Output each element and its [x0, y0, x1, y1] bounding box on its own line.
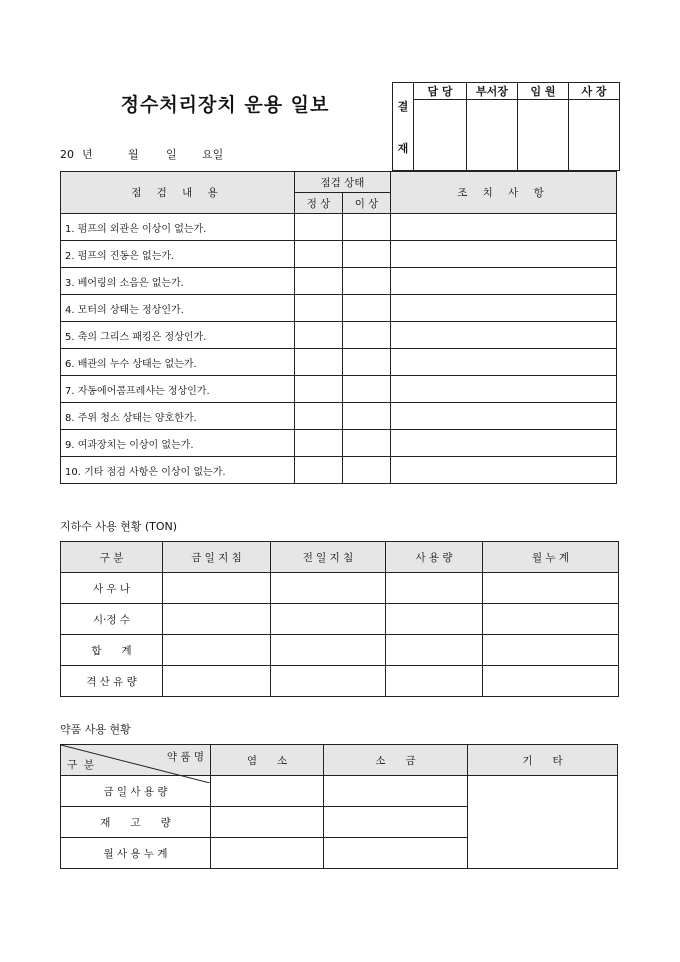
chem-row-label: 월 사 용 누 계 — [61, 838, 211, 869]
chem-diagonal-header — [61, 745, 211, 776]
inspection-row — [61, 241, 617, 268]
chem-diag-bottom: 구 분 — [67, 759, 94, 771]
inspection-row — [61, 349, 617, 376]
inspection-header-abnormal: 이 상 — [343, 193, 391, 214]
date-day-label: 일 — [166, 148, 177, 161]
abnormal-cell[interactable] — [343, 430, 391, 457]
action-cell[interactable] — [391, 295, 617, 322]
inspection-header-status: 점검 상태 — [295, 172, 391, 193]
chem-header-salt: 소 금 — [324, 745, 468, 776]
abnormal-cell[interactable] — [343, 241, 391, 268]
chem-cell[interactable] — [324, 807, 468, 838]
abnormal-cell[interactable] — [343, 403, 391, 430]
gw-row — [61, 666, 619, 697]
gw-cell[interactable] — [483, 604, 619, 635]
groundwater-table — [60, 541, 619, 697]
inspection-row — [61, 376, 617, 403]
approval-side-label-1: 결 — [397, 99, 409, 113]
gw-row — [61, 604, 619, 635]
inspection-item: 9. 여과장치는 이상이 없는가. — [61, 430, 295, 457]
chemical-table — [60, 744, 618, 869]
approval-role-4: 사 장 — [569, 83, 620, 100]
gw-cell[interactable] — [386, 604, 483, 635]
chem-cell[interactable] — [211, 838, 324, 869]
gw-row — [61, 635, 619, 666]
inspection-row — [61, 295, 617, 322]
inspection-row — [61, 430, 617, 457]
gw-cell[interactable] — [271, 666, 386, 697]
gw-cell[interactable] — [483, 635, 619, 666]
chem-header-chlorine: 염 소 — [211, 745, 324, 776]
inspection-item: 2. 펌프의 진동은 없는가. — [61, 241, 295, 268]
action-cell[interactable] — [391, 376, 617, 403]
gw-row — [61, 573, 619, 604]
normal-cell[interactable] — [295, 295, 343, 322]
chem-diag-top: 약 품 명 — [166, 751, 204, 763]
chem-row-label: 재 고 량 — [61, 807, 211, 838]
inspection-item: 4. 모터의 상태는 정상인가. — [61, 295, 295, 322]
gw-cell[interactable] — [271, 573, 386, 604]
abnormal-cell[interactable] — [343, 214, 391, 241]
gw-row-label: 사 우 나 — [61, 573, 163, 604]
inspection-item: 3. 베어링의 소음은 없는가. — [61, 268, 295, 295]
gw-cell[interactable] — [483, 573, 619, 604]
gw-cell[interactable] — [163, 604, 271, 635]
gw-cell[interactable] — [163, 666, 271, 697]
action-cell[interactable] — [391, 349, 617, 376]
date-line — [60, 146, 223, 162]
chem-cell[interactable] — [324, 838, 468, 869]
approval-box — [392, 82, 620, 171]
approval-sign-3[interactable] — [518, 100, 569, 171]
approval-sign-2[interactable] — [467, 100, 518, 171]
gw-cell[interactable] — [386, 666, 483, 697]
date-month-label: 월 — [128, 148, 139, 161]
gw-cell[interactable] — [386, 573, 483, 604]
gw-header-monthly: 월 누 계 — [483, 542, 619, 573]
chem-row-label: 금 일 사 용 량 — [61, 776, 211, 807]
date-year-label: 년 — [82, 148, 93, 161]
action-cell[interactable] — [391, 214, 617, 241]
abnormal-cell[interactable] — [343, 376, 391, 403]
gw-cell[interactable] — [483, 666, 619, 697]
approval-side-label-2: 재 — [397, 141, 409, 155]
inspection-row — [61, 403, 617, 430]
chem-cell[interactable] — [211, 776, 324, 807]
action-cell[interactable] — [391, 268, 617, 295]
chem-cell[interactable] — [211, 807, 324, 838]
approval-side-label — [393, 83, 414, 171]
inspection-item: 5. 축의 그리스 패킹은 정상인가. — [61, 322, 295, 349]
normal-cell[interactable] — [295, 322, 343, 349]
date-weekday-label: 요일 — [202, 148, 224, 161]
inspection-item: 1. 펌프의 외관은 이상이 없는가. — [61, 214, 295, 241]
action-cell[interactable] — [391, 457, 617, 484]
inspection-item: 8. 주위 청소 상태는 양호한가. — [61, 403, 295, 430]
date-prefix: 20 — [60, 148, 74, 161]
gw-header-today: 금 일 지 침 — [163, 542, 271, 573]
inspection-row — [61, 268, 617, 295]
inspection-row — [61, 457, 617, 484]
gw-cell[interactable] — [386, 635, 483, 666]
gw-header-usage: 사 용 량 — [386, 542, 483, 573]
gw-cell[interactable] — [271, 604, 386, 635]
abnormal-cell[interactable] — [343, 349, 391, 376]
gw-row-label: 합 계 — [61, 635, 163, 666]
chemical-section-title: 약품 사용 현황 — [60, 723, 131, 736]
approval-sign-1[interactable] — [414, 100, 467, 171]
normal-cell[interactable] — [295, 214, 343, 241]
abnormal-cell[interactable] — [343, 268, 391, 295]
approval-role-3: 임 원 — [518, 83, 569, 100]
gw-cell[interactable] — [163, 573, 271, 604]
inspection-table — [60, 171, 617, 484]
abnormal-cell[interactable] — [343, 295, 391, 322]
normal-cell[interactable] — [295, 349, 343, 376]
approval-role-2: 부서장 — [467, 83, 518, 100]
gw-row-label: 격 산 유 량 — [61, 666, 163, 697]
inspection-header-action: 조 치 사 항 — [391, 172, 617, 214]
chem-cell[interactable] — [324, 776, 468, 807]
chem-header-other: 기 타 — [468, 745, 618, 776]
abnormal-cell[interactable] — [343, 457, 391, 484]
normal-cell[interactable] — [295, 403, 343, 430]
action-cell[interactable] — [391, 322, 617, 349]
normal-cell[interactable] — [295, 430, 343, 457]
action-cell[interactable] — [391, 430, 617, 457]
gw-cell[interactable] — [163, 635, 271, 666]
groundwater-section-title: 지하수 사용 현황 (TON) — [60, 520, 178, 533]
inspection-header-normal: 정 상 — [295, 193, 343, 214]
abnormal-cell[interactable] — [343, 322, 391, 349]
gw-header-yesterday: 전 일 지 침 — [271, 542, 386, 573]
normal-cell[interactable] — [295, 268, 343, 295]
approval-role-1: 담 당 — [414, 83, 467, 100]
approval-sign-4[interactable] — [569, 100, 620, 171]
gw-header-category: 구 분 — [61, 542, 163, 573]
normal-cell[interactable] — [295, 457, 343, 484]
action-cell[interactable] — [391, 241, 617, 268]
action-cell[interactable] — [391, 403, 617, 430]
gw-row-label: 시·정 수 — [61, 604, 163, 635]
normal-cell[interactable] — [295, 241, 343, 268]
gw-cell[interactable] — [271, 635, 386, 666]
chem-other-cell[interactable] — [468, 776, 618, 869]
inspection-item: 10. 기타 점검 사항은 이상이 없는가. — [61, 457, 295, 484]
inspection-item: 6. 배관의 누수 상태는 없는가. — [61, 349, 295, 376]
inspection-header-content: 점 검 내 용 — [61, 172, 295, 214]
page-title: 정수처리장치 운용 일보 — [120, 94, 330, 116]
normal-cell[interactable] — [295, 376, 343, 403]
inspection-item: 7. 자동에어콤프레샤는 정상인가. — [61, 376, 295, 403]
inspection-row — [61, 214, 617, 241]
inspection-row — [61, 322, 617, 349]
